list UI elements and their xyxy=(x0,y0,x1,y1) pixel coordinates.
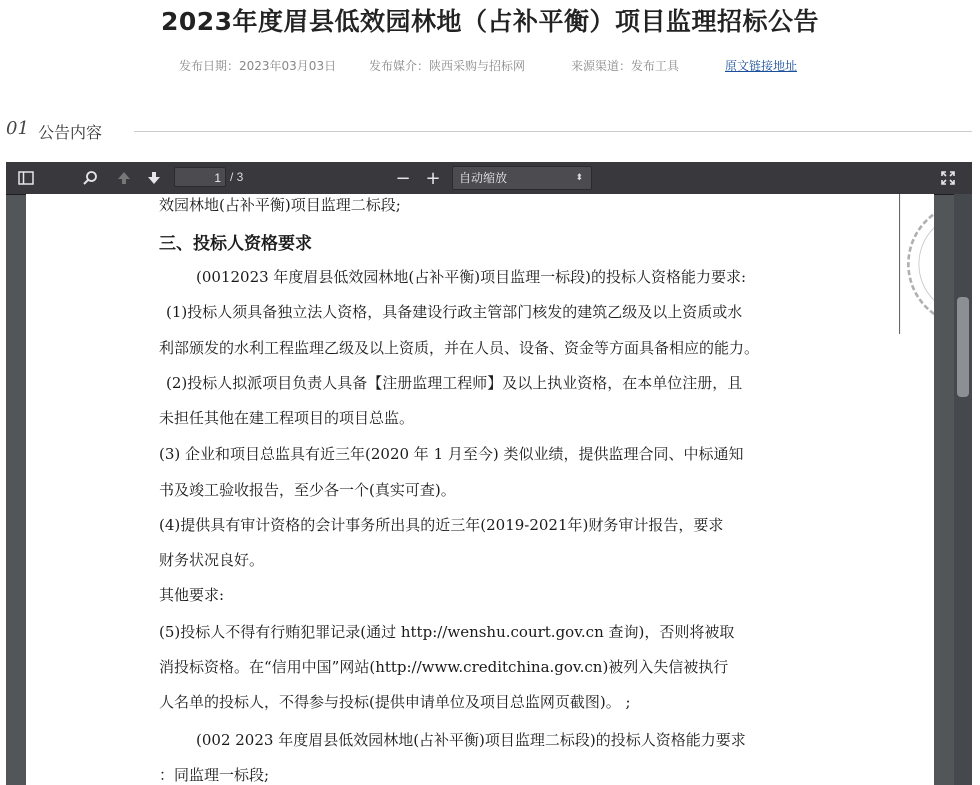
doc-line: ：同监理一标段; xyxy=(159,766,270,784)
page-number-input[interactable]: 1 xyxy=(174,167,226,187)
fullscreen-icon[interactable] xyxy=(936,166,960,190)
zoom-value: 自动缩放 xyxy=(459,171,508,185)
scrollbar-track[interactable] xyxy=(954,194,972,785)
zoom-in-button[interactable]: + xyxy=(425,167,441,189)
zoom-select[interactable] xyxy=(452,166,592,190)
source-channel: 来源渠道：发布工具 xyxy=(571,59,680,73)
zoom-out-button[interactable]: − xyxy=(395,167,411,189)
page-total: / 3 xyxy=(230,170,244,184)
page-title: 2023年度眉县低效园林地（占补平衡）项目监理招标公告 xyxy=(160,7,820,36)
doc-line: (002 2023 年度眉县低效园林地(占补平衡)项目监理二标段)的投标人资格能力要求 xyxy=(196,731,746,749)
section-divider xyxy=(134,131,972,132)
doc-line: 未担任其他在建工程项目的项目总监。 xyxy=(159,409,415,427)
arrow-up-icon[interactable] xyxy=(112,166,136,190)
doc-line: 财务状况良好。 xyxy=(159,551,265,569)
doc-line: (1)投标人须具备独立法人资格，具备建设行政主管部门核发的建筑乙级及以上资质或水 xyxy=(166,303,743,321)
doc-line: (2)投标人拟派项目负责人具备【注册监理工程师】及以上执业资格，在本单位注册，且 xyxy=(166,374,743,392)
arrow-down-icon[interactable] xyxy=(142,166,166,190)
original-link[interactable]: 原文链接地址 xyxy=(725,59,798,73)
publish-media: 发布媒介：陕西采购与招标网 xyxy=(369,59,526,73)
chevron-updown-icon: ⬍ xyxy=(575,173,583,183)
doc-line: 利部颁发的水利工程监理乙级及以上资质，并在人员、设备、资金等方面具备相应的能力。 xyxy=(159,339,760,357)
pdf-toolbar xyxy=(6,162,972,195)
doc-line: 人名单的投标人，不得参与投标(提供申请单位及项目总监网页截图)。 ; xyxy=(159,693,631,711)
scrollbar-thumb[interactable] xyxy=(957,297,969,397)
doc-line: (3) 企业和项目总监具有近三年(2020 年 1 月至今) 类似业绩，提供监理合同、中标通知 xyxy=(159,445,744,463)
doc-heading: 三、投标人资格要求 xyxy=(159,234,312,254)
publish-date: 发布日期：2023年03月03日 xyxy=(179,59,337,73)
seal-stamp-icon xyxy=(894,194,934,334)
pdf-viewer xyxy=(6,162,972,785)
search-icon[interactable] xyxy=(78,166,102,190)
section-number: 01 xyxy=(6,118,29,139)
section-header xyxy=(6,118,972,144)
doc-line: (5)投标人不得有行贿犯罪记录(通过 http://wenshu.court.gov.cn 查询)，否则将被取 xyxy=(159,623,735,641)
doc-line: 消投标资格。在“信用中国”网站(http://www.creditchina.gov.cn)被列入失信被执行 xyxy=(159,658,729,676)
sidebar-toggle-icon[interactable] xyxy=(14,166,38,190)
doc-line: 其他要求: xyxy=(159,586,225,604)
doc-line: 书及竣工验收报告，至少各一个(真实可查)。 xyxy=(159,481,456,499)
pdf-page xyxy=(26,194,934,785)
doc-line: (0012023 年度眉县低效园林地(占补平衡)项目监理一标段)的投标人资格能力要求: xyxy=(196,268,747,286)
doc-line: 效园林地(占补平衡)项目监理二标段; xyxy=(159,196,401,214)
doc-line: (4)提供具有审计资格的会计事务所出具的近三年(2019-2021年)财务审计报告，要求 xyxy=(159,516,724,534)
section-label: 公告内容 xyxy=(38,123,103,142)
